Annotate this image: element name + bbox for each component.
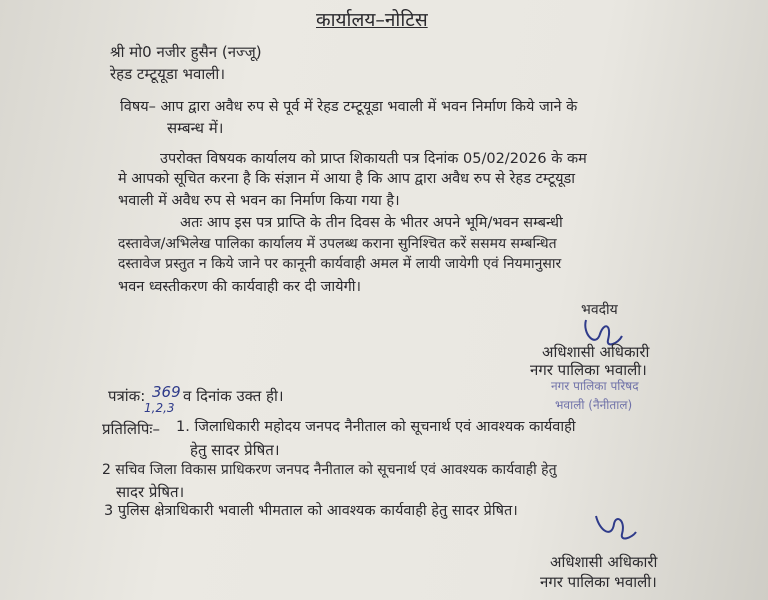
ref-prefix: पत्रांक: bbox=[108, 387, 146, 405]
closing-text: भवदीय bbox=[581, 302, 618, 318]
body-p2-line-2: दस्तावेज/अभिलेख पालिका कार्यालय में उपलब्ध कराना सुनिश्चित करें ससमय सम्बन्धित bbox=[118, 236, 557, 252]
copies-item-2-line-1: 2 सचिव जिला विकास प्राधिकरण जनपद नैनीताल को सूचनार्थ एवं आवश्यक कार्यवाही हेतु bbox=[102, 462, 557, 478]
body-p1-line-1: उपरोक्त विषयक कार्यालय को प्राप्त शिकायती पत्र दिनांक 05/02/2026 के कम bbox=[160, 151, 587, 167]
subject-line-1: विषय– आप द्वारा अवैध रुप से पूर्व में रेहड टम्टूयूडा भवाली में भवन निर्माण किये जाने के bbox=[120, 99, 578, 115]
ref-suffix: व दिनांक उक्त ही। bbox=[183, 387, 284, 405]
body-p1-line-2: मे आपको सूचित करना है कि संज्ञान में आया है कि आप द्वारा अवैध रुप से रेहड टम्टूयूडा bbox=[118, 171, 576, 187]
body-p2-line-3: दस्तावेज प्रस्तुत न किये जाने पर कानूनी कार्यवाही अमल में लायी जायेगी एवं नियमानुसार bbox=[118, 256, 562, 272]
body-p1-line-3: भवाली में अवैध रुप से भवन का निर्माण किया गया है। bbox=[118, 193, 400, 209]
ref-handnote: 1,2,3 bbox=[144, 401, 175, 415]
subject-line-2: सम्बन्ध में। bbox=[167, 119, 224, 137]
body-p2-line-4: भवन ध्वस्तीकरण की कार्यवाही कर दी जायेगी। bbox=[118, 279, 362, 295]
signature-2-designation: अधिशासी अधिकारी bbox=[550, 553, 658, 571]
ref-number: 369 bbox=[152, 383, 181, 401]
copies-item-1-line-1: 1. जिलाधिकारी महोदय जनपद नैनीताल को सूचनार्थ एवं आवश्यक कार्यवाही bbox=[176, 419, 576, 435]
addressee-name: श्री मो0 नजीर हुसैन (नज्जू) bbox=[110, 43, 262, 61]
stamp-1-line-2: भवाली (नैनीताल) bbox=[555, 398, 633, 412]
body-p2-line-1: अतः आप इस पत्र प्राप्ति के तीन दिवस के भीतर अपने भूमि/भवन सम्बन्धी bbox=[180, 215, 563, 231]
signature-mark-2 bbox=[590, 508, 640, 548]
page-title: कार्यालय–नोटिस bbox=[316, 9, 428, 31]
signature-2-office: नगर पालिका भवाली। bbox=[540, 573, 657, 591]
copies-item-1-line-2: हेतु सादर प्रेषित। bbox=[190, 441, 280, 459]
signature-1-designation: अधिशासी अधिकारी bbox=[542, 343, 650, 361]
stamp-1-line-1: नगर पालिका परिषद bbox=[551, 379, 639, 393]
copies-label: प्रतिलिपिः– bbox=[102, 420, 160, 438]
addressee-address: रेहड टम्टूयूडा भवाली। bbox=[110, 65, 226, 83]
copies-item-2-line-2: सादर प्रेषित। bbox=[116, 483, 185, 501]
signature-1-office: नगर पालिका भवाली। bbox=[530, 361, 647, 379]
copies-item-3: 3 पुलिस क्षेत्राधिकारी भवाली भीमताल को आवश्यक कार्यवाही हेतु सादर प्रेषित। bbox=[104, 503, 518, 519]
